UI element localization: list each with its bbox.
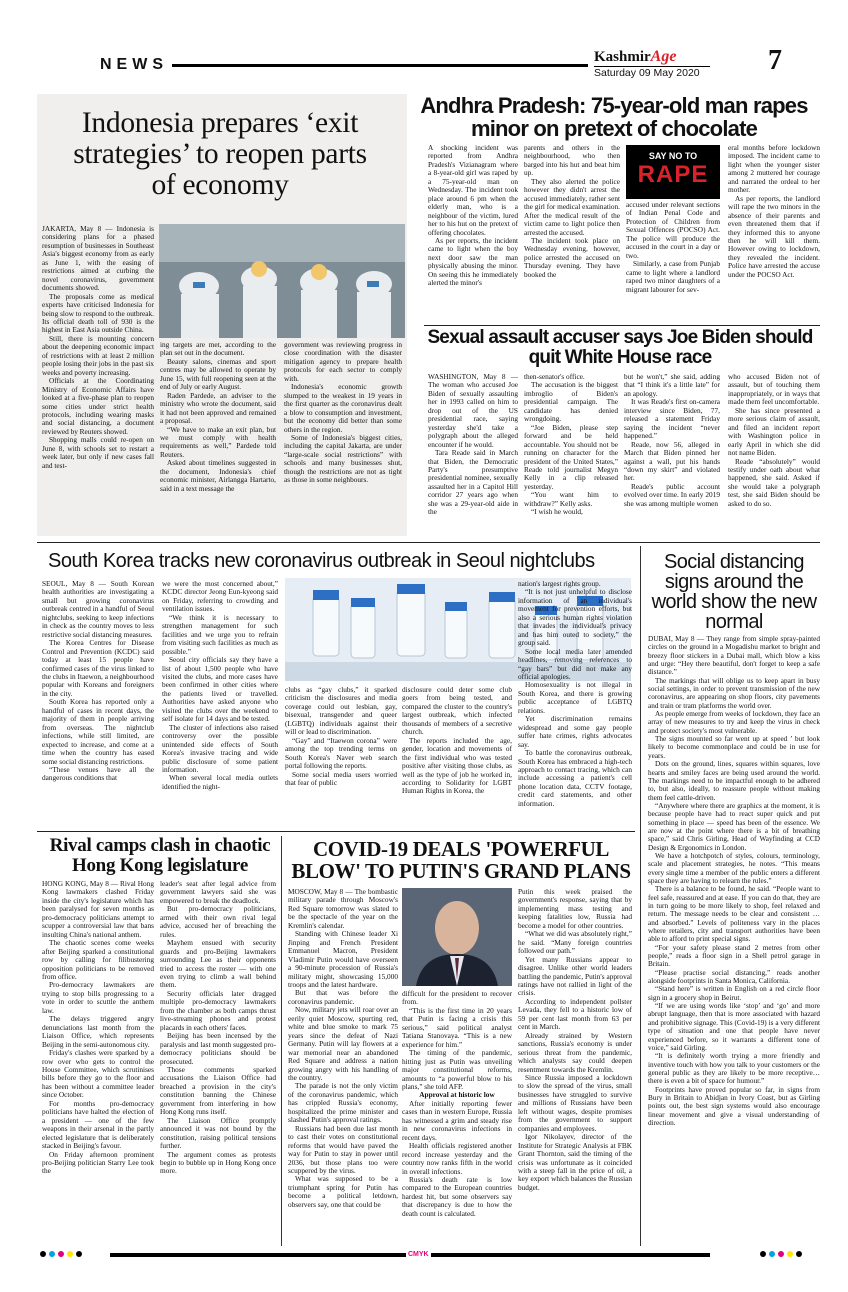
hongkong-p: The Liaison Office promptly announced it was not bound by the constitution, raising political tensions further.	[160, 1115, 276, 1151]
indonesia-p: Officials at the Coordinating Ministry of Economic Affairs have looked at a five-phase plan to reopen some cities under strict health protocols, including wearing masks and social distancing, a document reviewed by Reuters showed.	[42, 376, 154, 436]
reg-dot	[769, 1251, 775, 1257]
reg-dot	[40, 1251, 46, 1257]
biden-p: The accusation is the biggest imbroglio of Biden's presidential campaign. The candidate has denied wrongdoing.	[524, 380, 618, 424]
biden-p: Reade “absolutely” would testify under oath about what happened, she said. Asked if she would take a polygraph test, she said Biden should be asked to do so.	[728, 456, 820, 508]
hongkong-p: HONG KONG, May 8 — Rival Hong Kong lawmakers clashed Friday inside the city's legislature which has been paralysed for seven months as pro-democracy politicians attempt to scupper a controversial law that bans insulting China's national anthem.	[42, 880, 154, 939]
putin-p: difficult for the president to recover from.	[402, 990, 512, 1007]
biden-col2	[524, 373, 618, 536]
dubai-p: We have a hotchpotch of styles, colours, terminology, scale and placement strategies, he notes. “This means every single time a member of the public enters a different space they are having to relearn the rules.”	[648, 851, 820, 885]
dubai-p: DUBAI, May 8 — They range from simple spray-painted circles on the ground in a Mogadishu market to bright and breezy floor stickers in a Dubai mall, which blow a kiss and urge: “Hey there beautiful, don't forget to keep a safe distance.”	[648, 635, 820, 677]
dubai-p: “If we are using words like ‘stop’ and ‘go’ and more abrupt language, then that is more associated with hazard and prohibitive signage. This (Covid-19) is a very different type of situation and one that people have never experienced before, so it warrants a different tone of voice,” said Girling.	[648, 1002, 820, 1052]
andhra-p: As per reports, the incident came to light when the boy next door saw the man physically abusing the minor. On seeing this he immediately alerted the minor's	[428, 235, 518, 288]
korea-p: Yet discrimination remains widespread and some gay people suffer hate crimes, rights advocates say.	[518, 714, 632, 749]
korea-p: clubs as “gay clubs,” it sparked criticism the disclosures and media coverage could out lesbian, gay, bisexual, transgender and queer (LGBTQ) individuals against their will or lead to discrimination.	[285, 686, 397, 737]
indonesia-p: JAKARTA, May 8 — Indonesia is considering plans for a phased resumption of businesses in Southeast Asia's biggest economy from as early as June 1, with the easing of restrictions aimed at curbing the novel coronavirus, government documents showed.	[42, 225, 154, 293]
indonesia-p: Beauty salons, cinemas and sport centres may be allowed to operate by June 15, with full reopening seen at the end of July or early August.	[160, 356, 276, 392]
putin-p: What was supposed to be a triumphant spring for Putin has become a political letdown, observers say, one that could be	[288, 1174, 398, 1209]
hongkong-col1	[42, 880, 154, 1246]
biden-headline: Sexual assault accuser says Joe Biden should quit White House race	[427, 327, 813, 368]
korea-p: The reports included the age, gender, location and movements of the first individual who was tested positive after visiting those clubs, as well as the type of job he worked in, according to Solidarity for LGBT Human Rights in Korea, the	[402, 735, 512, 796]
andhra-p: accused under relevant sections of Indian Penal Code and Protection of Children from Sexual Offences (POCSO) Act. The police will produce the accused in the court in a day or two.	[626, 201, 720, 260]
indonesia-p: government was reviewing progress in close coordination with the disaster mitigation agency to prepare health protocols for each sector to comply with.	[284, 341, 402, 383]
dubai-p: “For your safety please stand 2 metres from other people,” reads a floor sign in a Shell petrol garage in Britain.	[648, 943, 820, 969]
korea-p: “These venues have all the dangerous conditions that	[42, 764, 154, 783]
hongkong-p: Friday's clashes were sparked by a row over who gets to control the House Committee, which scrutinises bills before they go to the floor and has been without a committee leader since October.	[42, 1048, 154, 1100]
lower-rule	[37, 831, 635, 832]
biden-p: “I wish he would,	[531, 507, 583, 517]
dubai-p: The markings that will oblige us to keep apart in busy social settings, in order to prevent transmission of the new coronavirus, are appearing on shop floors, city pavements and train or tram platforms the world over.	[648, 676, 820, 710]
dubai-p: There is a balance to be found, he said. “People want to feel safe, reassured and at ease. If you can do that, they are in turn going to be more likely to shop, feel relaxed and return. The message needs to be clear and consistent … and absorbed.” Levels of politeness vary in the places where retailers, city and transport authorities have been able to afford to print special signs.	[648, 885, 820, 944]
hongkong-p: The argument comes as protests begin to bubble up in Hong Kong once more.	[160, 1149, 276, 1176]
andhra-col4	[728, 144, 820, 322]
indonesia-p: “We have to make an exit plan, but we must comply with health requirements as well,” Pardede told Reuters.	[160, 424, 276, 459]
indonesia-p: Some of Indonesia's biggest cities, including the capital Jakarta, are under “large-scale social restrictions” with schools and many businesses shut, though the restrictions are not as tight as those in some neighbours.	[284, 432, 402, 485]
andhra-p: A shocking incident was reported from Andhra Pradesh's Vizianagram where a 8-year-old girl was raped by a 75-year-old man on Wednesday. The incident took place around 6 pm when the elderly man, who is a neighbour of the victim, lured her to his hut on the pretext of offering chocolates.	[428, 144, 518, 237]
putin-p: MOSCOW, May 8 — The bombastic military parade through Moscow's Red Square tomorrow was slated to be the spectacle of the year on the Kremlin's calendar.	[288, 888, 398, 930]
putin-p: After initially reporting fewer cases than in western Europe, Russia has witnessed a grim and steady rise in new coronavirus infections in recent days.	[402, 1098, 512, 1142]
korea-p: To battle the coronavirus outbreak, South Korea has embraced a high-tech approach to contact tracing, which can include accessing a patient's cell phone location data, CCTV footage, credit card statements, and other information.	[518, 748, 632, 808]
korea-col3	[285, 686, 397, 828]
putin-p: Standing with Chinese leader Xi Jinping and French President Emmanuel Macron, President Vladimir Putin would have overseen a 90-minute procession of Russia's military might, showcasing 15,000 troops and the latest hardware.	[288, 929, 398, 989]
indonesia-col3	[284, 341, 402, 531]
medical-staff-image	[159, 224, 405, 338]
hongkong-p: The delays triggered angry denunciations last month from the Liaison Office, which represents Beijing in the semi-autonomous city.	[42, 1014, 154, 1049]
andhra-p: parents and others in the neighbourhood, who then barged into his hut and beat him up.	[524, 144, 620, 178]
andhra-col1	[428, 144, 518, 322]
biden-p: who accused Biden not of assault, but of touching them inappropriately, or in ways that made them feel uncomfortable.	[728, 373, 820, 407]
reg-dot	[778, 1251, 784, 1257]
hongkong-p: But pro-democracy politicians, armed with their own rival legal advice, accused her of breaching the rules.	[160, 904, 276, 939]
putin-p: “What we did was absolutely right,” he said. “Many foreign countries followed our path.”	[518, 929, 632, 956]
indonesia-col1	[42, 225, 154, 531]
korea-p: Some local media later amended headlines, removing references to “gay bars” but did not make any official apologies.	[518, 646, 632, 681]
hongkong-p: Mayhem ensued with security guards and pro-Beijing lawmakers surrounding Lee as their opponents tried to access the roster — with one even trying to climb a wall behind them.	[160, 938, 276, 990]
indonesia-p: Indonesia's economic growth slumped to the weakest in 19 years in the first quarter as the coronavirus dealt a blow to consumption and investment, but the economy did better than some others in the region.	[284, 382, 402, 434]
korea-p: South Korea has reported only a handful of cases in recent days, the majority of them in people arriving from overseas. The nightclub infections, while still limited, are expected to increase, and come at a time when the country has eased some social distancing restrictions.	[42, 697, 154, 766]
andhra-p: They also alerted the police however they didn't arrest the accused immediately, rather sent the girl for medical examination. After the medical result of the victim came to light police then arrested the accused.	[524, 176, 620, 237]
indonesia-headline: Indonesia prepares ‘exit strategies’ to reopen parts of economy	[73, 107, 367, 201]
indonesia-col2	[160, 341, 276, 531]
biden-p: but he won't,” she said, adding that “I think it's a little late” for an apology.	[624, 373, 720, 398]
dubai-headline: Social distancing signs around the world show the new normal	[651, 551, 817, 633]
cmyk-label: CMYK	[408, 1251, 429, 1258]
korea-p: Some social media users worried that fear of public	[285, 769, 397, 787]
biden-p: Reade's public account evolved over time. In early 2019 she was among multiple women	[624, 481, 720, 508]
registration-marks-left	[40, 1251, 110, 1259]
hongkong-p: leader's seat after legal advice from government lawyers said she was empowered to break the deadlock.	[160, 880, 276, 905]
putin-photo	[402, 888, 512, 986]
reg-dot	[67, 1251, 73, 1257]
indonesia-p: Raden Pardede, an adviser to the ministry who wrote the document, said it had not been approved and remained a proposal.	[160, 390, 276, 426]
reg-dot	[787, 1251, 793, 1257]
putin-subhead: Approval at historic low	[419, 1090, 495, 1100]
mid-rule	[37, 542, 820, 543]
indonesia-p: Shopping malls could re-open on June 8, with schools set to restart a week later, but only if new cases fall and test-	[42, 435, 154, 470]
page-number: 7	[768, 45, 782, 76]
hongkong-p: Pro-democracy lawmakers are trying to stop bills progressing to a vote in order to scuttle the anthem law.	[42, 980, 154, 1015]
putin-p: Russia's death rate is low compared to the European countries hardest hit, but some observers say that discrepancy is due to how the death count is calculated.	[402, 1174, 512, 1218]
hk-putin-rule	[281, 836, 282, 1246]
indonesia-p: The proposals come as medical experts have criticised Indonesia for being slow to respond to the outbreak. Its official death toll of 930 is the highest in East Asia outside China.	[42, 291, 154, 335]
andhra-headline: Andhra Pradesh: 75-year-old man rapes minor on pretext of chocolate	[420, 93, 808, 142]
registration-marks-right	[760, 1251, 830, 1259]
biden-col4	[728, 373, 820, 536]
masthead-divider	[594, 66, 710, 67]
hongkong-p: For months pro-democracy politicians have halted the election of a president — one of the few weapons in their arsenal in the partly elected legislature that is deliberately stacked in Beijing's favour.	[42, 1098, 154, 1151]
hongkong-p: On Friday afternoon prominent pro-Beijing politician Starry Lee took the	[42, 1149, 154, 1176]
hongkong-p: The chaotic scenes come weeks after Beijing sparked a constitutional row by calling for filibustering opposition politicians to be removed from office.	[42, 938, 154, 981]
biden-p: It was Reade's first on-camera interview since Biden, 77, released a statement Friday saying the incident “never happened.”	[624, 397, 720, 441]
biden-p: Reade, now 56, alleged in March that Biden pinned her against a wall, put his hands “down my skirt” and violated her.	[624, 439, 720, 483]
korea-p: nation's largest rights group.	[518, 580, 601, 588]
korea-col4	[402, 686, 512, 828]
paper-logo	[594, 48, 676, 66]
putin-p: The timing of the pandemic, hitting just as Putin was unveiling major constitutional reforms, amounts to “a powerful blow to his plans,” she told AFP.	[402, 1048, 512, 1091]
putin-col1	[288, 888, 398, 1246]
reg-dot	[796, 1251, 802, 1257]
biden-p: She has since presented a more serious claim of assault, and filed an incident report with Washington police in early April in which she did not name Biden.	[728, 405, 820, 458]
header-date: Saturday 09 May 2020	[594, 67, 700, 79]
andhra-col3	[626, 201, 720, 322]
biden-p: then-senator's office.	[524, 373, 585, 381]
hongkong-p: Those comments sparked accusations the Liaison Office had breached a provision in the city's constitution banning the Chinese government from interfering in how Hong Kong runs itself.	[160, 1064, 276, 1117]
biden-col3	[624, 373, 720, 536]
korea-p: Seoul city officials say they have a list of about 1,500 people who have visited the clubs, and more cases have been confirmed in other cities where the patients lived or travelled. Authorities have asked anyone who visited the clubs over the weekend to self isolate for 14 days and be tested.	[162, 655, 278, 724]
putin-p: Yet many Russians appear to disagree. Unlike other world leaders battling the pandemic, Putin's approval ratings have not rallied in light of the crisis.	[518, 954, 632, 998]
korea-p: SEOUL, May 8 — South Korean health authorities are investigating a small but growing coronavirus outbreak centred in a handful of Seoul nightclubs, seeking to keep infections in check as the country moves to less restrictive social distancing measures.	[42, 580, 154, 639]
right-column-rule	[640, 546, 641, 1246]
korea-p: The Korea Centres for Disease Control and Prevention (KCDC) said today at least 15 people have confirmed cases of the virus linked to the clubs in Itaewon, a neighbourhood popular with Koreans and foreigners in the city.	[42, 638, 154, 698]
dubai-p: As people emerge from weeks of lockdown, they face an array of new measures to try and keep the virus in check and protect society's most vulnerable.	[648, 710, 820, 735]
putin-p: But that was before the coronavirus pandemic.	[288, 988, 398, 1006]
badge-line1: SAY NO TO	[648, 151, 698, 161]
hongkong-p: Security officials later dragged multiple pro-democracy lawmakers from the chamber as both camps thrust live-streaming phones and protest placards in each others' faces.	[160, 988, 276, 1032]
korea-p: Homosexuality is not illegal in South Korea, and there is growing public acceptance of LGBTQ relations.	[518, 680, 632, 715]
dubai-p: The signs mounted so far went up at speed ’ but look likely to become commonplace and could be in use for years.	[648, 735, 820, 760]
putin-p: Igor Nikolayev, director of the Institute for Strategic Analysis at FBK Grant Thornton, said the timing of the crisis was unfortunate as it coincided with a steep fall in the price of oil, a key export which balances the Russian budget.	[518, 1132, 632, 1192]
korea-p: “Gay” and “Itaewon corona” were among the top trending terms on South Korea's Naver web search portal following the reports.	[285, 735, 397, 771]
andhra-bottom-rule	[424, 325, 820, 326]
putin-p: Health officials registered another record increase yesterday and the country now ranks fifth in the world in overall infections.	[402, 1141, 512, 1176]
indonesia-p: Asked about timelines suggested in the document, Indonesia's chief economic minister, Airlangga Hartarto, said in a text message the	[160, 458, 276, 493]
portrait-image	[402, 888, 512, 986]
dubai-col1	[648, 635, 820, 1247]
korea-p: The cluster of infections also raised controversy over the possible unintended side effects of South Korea's invasive tracing and wide public disclosure of some patient information.	[162, 722, 278, 774]
korea-p: “It is not just unhelpful to disclose information of an individual's movement for prevention efforts, but also a serious human rights violation that invades the individual's privacy and has him outed to society,” the group said.	[518, 587, 632, 648]
reg-dot	[760, 1251, 766, 1257]
putin-col3	[518, 888, 632, 1246]
biden-p: “Joe Biden, please step forward and be held accountable. You should not be running on character for the president of the United States,” Reade told journalist Megyn Kelly in a clip released yesterday.	[524, 422, 618, 491]
andhra-p: eral months before lockdown imposed. The incident came to light when the younger sister among 2 muttered her courage and narrated the ordeal to her mother.	[728, 144, 820, 195]
paper-name-b: Age	[650, 48, 677, 65]
putin-p: Since Russia imposed a lockdown to slow the spread of the virus, small businesses have struggled to survive and millions of Russians have been left without wages, despite promises from the government to support companies and employees.	[518, 1072, 632, 1133]
putin-p: Putin this week praised the government's response, saying that by implementing mass testing and keeping fatalities low, Russia had become a model for other countries.	[518, 888, 632, 930]
biden-p: Tara Reade said in March that Biden, the Democratic Party's presumptive presidential nominee, sexually assaulted her in a Capitol Hill corridor 27 years ago when she was a 29-year-old aide in the	[428, 448, 518, 517]
hongkong-col2	[160, 880, 276, 1246]
header-rule	[172, 64, 588, 67]
hongkong-headline: Rival camps clash in chaotic Hong Kong legislature	[49, 835, 271, 876]
korea-col1	[42, 580, 154, 828]
reg-dot	[49, 1251, 55, 1257]
putin-p: Already strained by Western sanctions, Russia's economy is under serious threat from the pandemic, which analysts say could deepen resentment towards the Kremlin.	[518, 1030, 632, 1074]
korea-col5	[518, 580, 632, 828]
korea-p: When several local media outlets identified the night-	[162, 773, 278, 791]
biden-p: “You want him to withdraw?” Kelly asks.	[524, 490, 618, 508]
andhra-p: Similarly, a case from Punjab came to light where a landlord raped two minor daughters of a migrant labourer for sev-	[626, 259, 720, 294]
putin-p: The parade is not the only victim of the coronavirus pandemic, which has crippled Russia's economy, hospitalized the prime minister and slashed Putin's approval ratings.	[288, 1081, 398, 1125]
andhra-p: As per reports, the landlord will rape the two minors in the absence of their parents and even threatened them that if they informed this to anyone then he will kill them. However owing to lockdown, they revealed the incident. Police have arrested the accuse under the POCSO Act.	[728, 193, 820, 279]
section-label: NEWS	[100, 56, 168, 73]
badge-line2: RAPE	[637, 161, 709, 188]
andhra-p: The incident took place on Wednesday evening, however, police arrested the accused on Thursday evening. They have booked the	[524, 235, 620, 279]
indonesia-p: ing targets are met, according to the plan set out in the document.	[160, 341, 276, 358]
putin-p: According to independent pollster Levada, they fell to a historic low of 59 per cent last month from 63 per cent in March.	[518, 996, 632, 1032]
korea-col2	[162, 580, 278, 828]
say-no-badge	[626, 145, 720, 199]
putin-p: Now, military jets will roar over an eerily quiet Moscow, spurting red, white and blue smoke to mark 75 years since the defeat of Nazi Germany. Putin will lay flowers at a war memorial near an abandoned Red Square and address a nation growing angry with his handling of the country.	[288, 1005, 398, 1082]
biden-col1	[428, 373, 518, 536]
korea-p: we were the most concerned about,” KCDC director Jeong Eun-kyeong said on Friday, referring to crowding and ventilation issues.	[162, 580, 278, 614]
dubai-p: “Stand here” is written in English on a red circle floor sign in a grocery shop in Beirut.	[648, 985, 820, 1002]
korea-p: “We think it is necessary to strengthen management for such facilities and we urge you to refrain from visiting such facilities as much as possible.”	[162, 612, 278, 656]
korea-headline: South Korea tracks new coronavirus outbreak in Seoul nightclubs	[48, 550, 595, 572]
indonesia-p: Still, there is mounting concern about the deepening economic impact of restrictions with at least 2 million people losing their jobs in the past six weeks and poverty increasing.	[42, 333, 154, 377]
korea-p: disclosure could deter some club goers from being tested, and compared the cluster to the country's largest outbreak, which infected thousands of members of a secretive church.	[402, 686, 512, 737]
reg-dot	[76, 1251, 82, 1257]
dubai-p: Dots on the ground, lines, squares within squares, love hearts and smiley faces are being used around the world. The markings need to be impactful enough to be adhered to, but also, ideally, to reassure people without making them feel cattle-driven.	[648, 760, 820, 802]
paper-name-a: Kashmir	[594, 49, 651, 65]
hongkong-p: Beijing has been incensed by the paralysis and last month suggested pro-democracy politicians should be prosecuted.	[160, 1031, 276, 1066]
dubai-p: “Please practise social distancing,” reads another alongside footprints in Santa Monica, California.	[648, 968, 820, 986]
reg-dot	[58, 1251, 64, 1257]
indonesia-photo	[159, 224, 405, 338]
putin-headline: COVID-19 DEALS 'POWERFUL BLOW' TO PUTIN'S GRAND PLANS	[291, 837, 631, 883]
dubai-p: “It is definitely worth trying a more friendly and inventive touch with how you talk to your customers or the general public as they are likely to be more receptive… there is even a bit of space for humour.”	[648, 1052, 820, 1086]
biden-p: WASHINGTON, May 8 — The woman who accused Joe Biden of sexually assaulting her in 1993 called on him to drop out of the US presidential race, saying yesterday she'd take a polygraph about the alleged encounter if he would.	[428, 373, 518, 449]
putin-col2	[402, 990, 512, 1246]
andhra-col2	[524, 144, 620, 322]
putin-p: “This is the first time in 20 years that Putin is facing a crisis this serious,” said political analyst Tatiana Stanovaya. “This is a new experience for him.”	[402, 1005, 512, 1049]
dubai-p: “Anywhere where there are graphics at the moment, it is because people have had to react super quick and put something in place — speed has been of the essence. We are now at the point where there is a bit of breathing space,” said Chris Girling, Head of Wayfinding at CCD Design & Ergonomics in London.	[648, 801, 820, 852]
dubai-p: Footprints have proved popular so far, in signs from Bury in Britain to Abidjan in Ivory Coast, but as Girling points out, the best sign systems would also encourage linear movement and give a visual understanding of direction.	[648, 1085, 820, 1127]
putin-p: Russians had been due last month to cast their votes on constitutional reforms that would have paved the way for Putin to stay in power until 2036, but those plans too were scuppered by the virus.	[288, 1123, 398, 1175]
